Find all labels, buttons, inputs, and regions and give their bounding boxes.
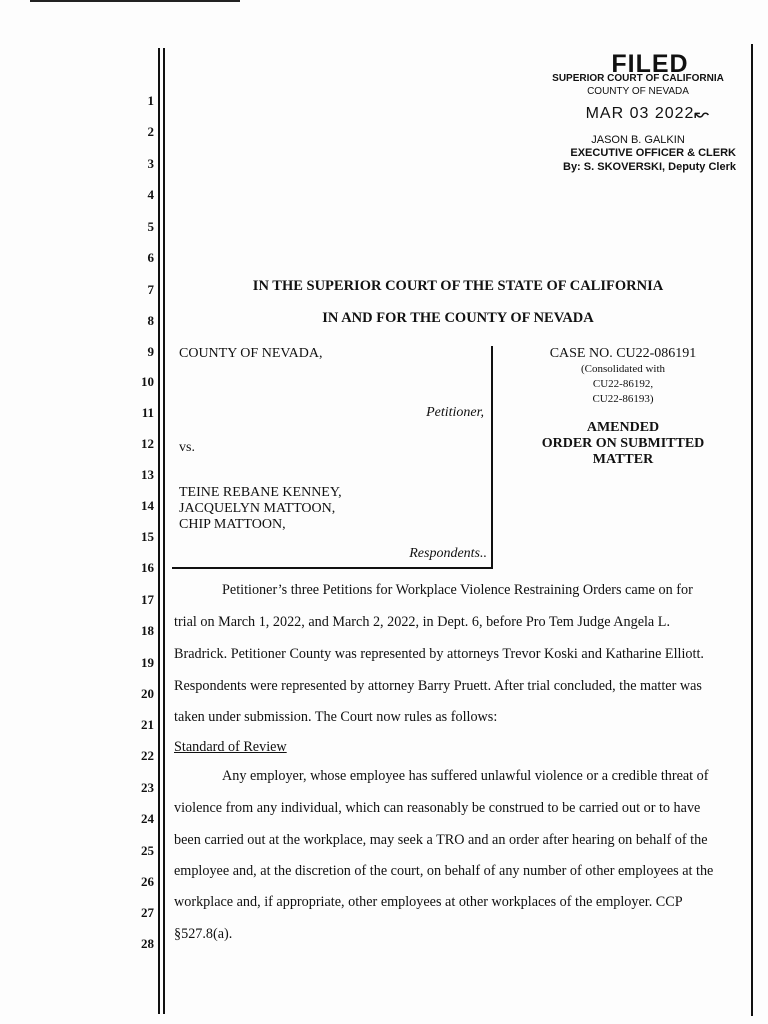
body-line: employee and, at the discretion of the court, on behalf of any number of other employees at the [174,863,714,879]
body-line: Respondents were represented by attorney Barry Pruett. After trial concluded, the matter was [174,678,702,694]
line-number: 12 [141,436,154,451]
line-number: 19 [141,655,154,670]
section-heading: Standard of Review [174,739,287,755]
line-number: 1 [147,93,154,108]
left-margin-line-2 [163,48,165,1014]
consolidated-line: (Consolidated with [580,363,666,375]
line-number: 25 [141,843,154,858]
line-number: 13 [141,467,154,482]
respondents-role: Respondents.. [409,546,487,561]
body-line: workplace and, if appropriate, other employees at other workplaces of the employer. CCP [174,894,683,910]
body-line: Bradrick. Petitioner County was represented by attorneys Trevor Koski and Katharine Elliott. [174,646,704,662]
respondent-name: TEINE REBANE KENNEY, [179,485,342,500]
line-number: 5 [147,219,154,234]
line-number: 17 [141,592,154,607]
document-title: AMENDED [586,420,660,435]
caption-underline [172,567,493,569]
petitioner-role: Petitioner, [426,405,484,420]
line-number: 26 [141,874,154,889]
body-line: been carried out at the workplace, may seek a TRO and an order after hearing on behalf of the [174,832,708,848]
caption-divider [491,346,493,568]
line-number: 8 [147,313,154,328]
filed-stamp-date: MAR 03 2022 [585,105,695,122]
case-number: CASE NO. CU22-086191 [549,346,697,361]
filed-stamp-county: COUNTY OF NEVADA [587,86,689,97]
court-title-line-1: IN THE SUPERIOR COURT OF THE STATE OF CALIFORNIA [252,278,664,294]
line-number: 10 [141,374,154,389]
line-number: 21 [141,717,154,732]
top-rule [30,0,240,2]
filed-stamp-clerk: JASON B. GALKIN [591,134,685,146]
body-line: §527.8(a). [174,926,233,942]
line-number: 9 [147,344,154,359]
respondent-name: JACQUELYN MATTOON, [179,501,336,516]
consolidated-line: CU22-86192, [592,378,654,390]
respondent-name: CHIP MATTOON, [179,517,286,532]
line-number: 27 [141,905,154,920]
document-title: ORDER ON SUBMITTED [541,436,705,451]
line-number: 7 [147,282,154,297]
filed-stamp-officer: EXECUTIVE OFFICER & CLERK [570,147,736,159]
line-number: 24 [141,811,154,826]
initials-mark-icon: ↜ [694,104,710,124]
line-number: 15 [141,529,154,544]
body-line: Any employer, whose employee has suffered unlawful violence or a credible threat of [222,768,709,784]
left-margin-line-1 [158,48,160,1014]
body-line: violence from any individual, which can reasonably be construed to be carried out or to have [174,800,701,816]
line-number: 22 [141,748,154,763]
consolidated-line: CU22-86193) [592,393,654,405]
body-line: taken under submission. The Court now rules as follows: [174,709,498,725]
line-number: 4 [147,187,154,202]
line-number: 20 [141,686,154,701]
filed-stamp-deputy: By: S. SKOVERSKI, Deputy Clerk [563,161,736,173]
versus-label: vs. [179,440,195,455]
line-number: 3 [147,156,154,171]
court-title-line-2: IN AND FOR THE COUNTY OF NEVADA [322,310,594,326]
line-number: 6 [147,250,154,265]
document-title: MATTER [592,452,654,467]
filed-stamp-title: FILED [611,50,689,78]
filed-stamp-court: SUPERIOR COURT OF CALIFORNIA [552,73,724,84]
right-margin-line [751,44,753,1016]
petitioner-name: COUNTY OF NEVADA, [179,346,323,361]
line-number: 23 [141,780,154,795]
line-number: 11 [141,405,154,420]
line-number: 28 [141,936,154,951]
body-line: trial on March 1, 2022, and March 2, 2022, in Dept. 6, before Pro Tem Judge Angela L. [174,614,670,630]
line-number: 18 [141,623,154,638]
line-number: 16 [141,560,154,575]
body-line: Petitioner’s three Petitions for Workplace Violence Restraining Orders came on for [222,582,693,598]
line-number: 14 [141,498,154,513]
line-number: 2 [147,124,154,139]
